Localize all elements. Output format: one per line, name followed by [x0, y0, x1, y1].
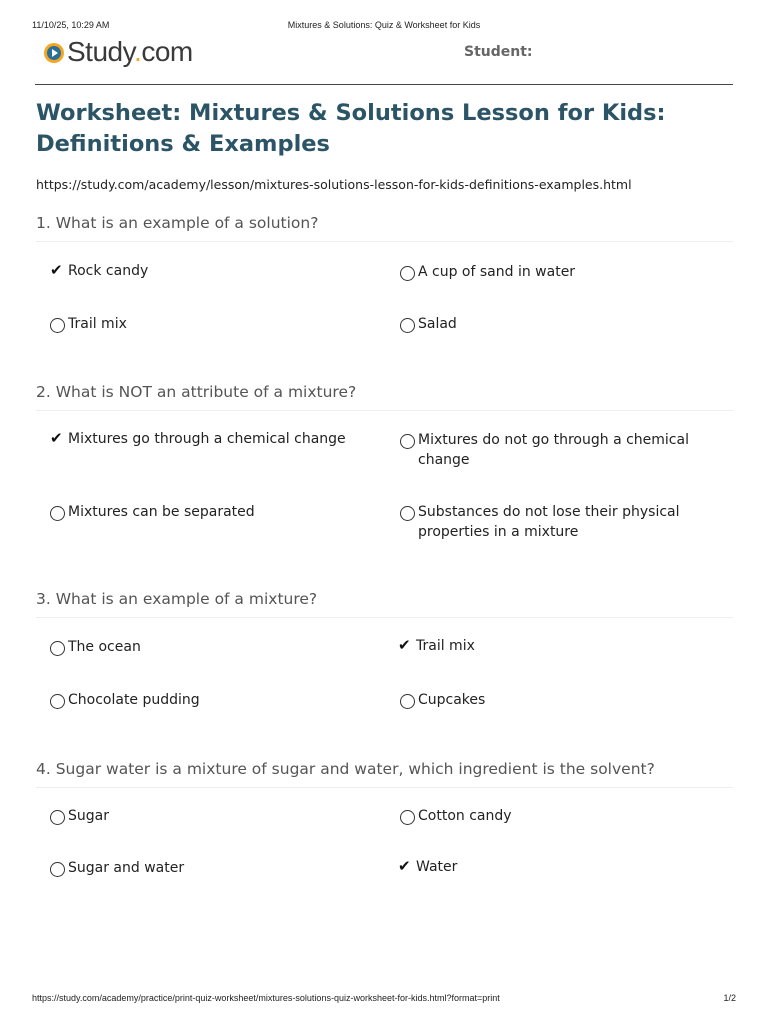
answer-option[interactable] — [386, 806, 726, 826]
page-title: Worksheet: Mixtures & Solutions Lesson for Kids: Definitions & Examples — [36, 100, 666, 157]
answer-option[interactable] — [386, 430, 726, 470]
study-com-logo[interactable] — [44, 36, 193, 68]
radio-circle-icon — [50, 506, 65, 521]
answer-label: Rock candy — [68, 263, 149, 279]
answer-option[interactable] — [36, 690, 366, 710]
student-label: Student: — [464, 44, 533, 60]
answer-label: Chocolate pudding — [68, 692, 200, 708]
answer-option[interactable] — [36, 806, 366, 826]
radio-circle-icon — [400, 506, 415, 521]
answer-option[interactable] — [36, 261, 366, 281]
radio-circle-icon — [400, 434, 415, 449]
radio-circle-icon — [50, 694, 65, 709]
answer-option[interactable] — [386, 690, 726, 710]
source-url[interactable]: https://study.com/academy/lesson/mixtures-solutions-lesson-for-kids-definitions-examples.html — [36, 177, 632, 192]
radio-circle-icon — [400, 318, 415, 333]
answer-label: Trail mix — [416, 638, 475, 654]
answer-option[interactable] — [386, 502, 726, 542]
answer-label: Salad — [418, 316, 457, 332]
checkmark-icon: ✔ — [398, 636, 411, 654]
checkmark-icon: ✔ — [50, 429, 63, 447]
answer-option[interactable] — [36, 858, 366, 878]
answer-option[interactable] — [36, 314, 366, 334]
answer-option[interactable] — [386, 262, 726, 282]
checkmark-icon: ✔ — [50, 261, 63, 279]
answer-label: Mixtures do not go through a chemical change — [418, 432, 689, 468]
radio-circle-icon — [400, 266, 415, 281]
answer-label: Water — [416, 859, 458, 875]
radio-circle-icon — [50, 641, 65, 656]
print-doc-title: Mixtures & Solutions: Quiz & Worksheet for Kids — [287, 20, 481, 30]
question-text: 4. Sugar water is a mixture of sugar and water, which ingredient is the solvent? — [36, 760, 655, 778]
question-1 — [36, 213, 733, 242]
answer-label: The ocean — [68, 639, 141, 655]
answer-option[interactable] — [386, 314, 726, 334]
play-circle-icon — [44, 43, 64, 63]
header-divider — [35, 84, 733, 85]
question-divider — [36, 241, 733, 242]
question-2 — [36, 382, 733, 411]
answer-label: Substances do not lose their physical properties in a mixture — [418, 504, 680, 540]
answer-label: Sugar and water — [68, 860, 185, 876]
answer-option[interactable] — [384, 857, 724, 877]
print-footer-url: https://study.com/academy/practice/print-quiz-worksheet/mixtures-solutions-quiz-worksheet-for-kids.html?format=print — [32, 993, 500, 1003]
answer-option[interactable] — [36, 502, 366, 522]
radio-circle-icon — [400, 810, 415, 825]
question-text: 2. What is NOT an attribute of a mixture? — [36, 383, 357, 401]
answer-option[interactable] — [384, 636, 724, 656]
answer-label: Cupcakes — [418, 692, 486, 708]
answer-label: Sugar — [68, 808, 109, 824]
radio-circle-icon — [50, 318, 65, 333]
question-divider — [36, 617, 733, 618]
question-3 — [36, 589, 733, 618]
answer-label: Cotton candy — [418, 808, 512, 824]
question-text: 3. What is an example of a mixture? — [36, 590, 318, 608]
logo-text: Study.com — [67, 36, 193, 67]
radio-circle-icon — [50, 862, 65, 877]
answer-label: A cup of sand in water — [418, 264, 576, 280]
radio-circle-icon — [50, 810, 65, 825]
print-datetime: 11/10/25, 10:29 AM — [32, 20, 110, 30]
answer-label: Mixtures can be separated — [68, 504, 255, 520]
answer-label: Mixtures go through a chemical change — [68, 431, 346, 447]
answer-option[interactable] — [36, 429, 376, 449]
question-divider — [36, 787, 733, 788]
question-divider — [36, 410, 733, 411]
answer-label: Trail mix — [68, 316, 127, 332]
radio-circle-icon — [400, 694, 415, 709]
answer-option[interactable] — [36, 637, 366, 657]
page-number: 1/2 — [723, 993, 736, 1003]
checkmark-icon: ✔ — [398, 857, 411, 875]
question-text: 1. What is an example of a solution? — [36, 214, 319, 232]
question-4 — [36, 759, 733, 788]
